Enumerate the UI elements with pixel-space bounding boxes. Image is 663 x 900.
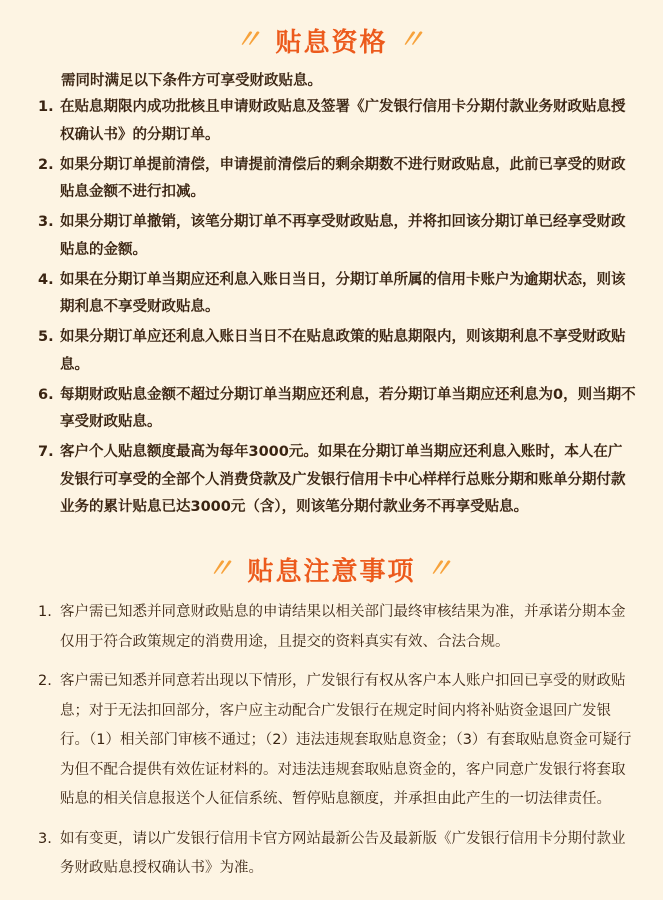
list-item — [38, 382, 636, 437]
list-item — [38, 825, 636, 884]
list-item-text: 如有变更，请以广发银行信用卡官方网站最新公告及最新版《广发银行信用卡分期付款业务财政贴息授权确认书》为准。 — [60, 830, 626, 876]
section-title-text: 贴息注意事项 — [247, 556, 416, 587]
list-item — [38, 324, 636, 379]
list-item-text: 客户需已知悉并同意财政贴息的申请结果以相关部门最终审核结果为准，并承诺分期本金仅用于符合政策规定的消费用途，且提交的资料真实有效、合法合规。 — [60, 604, 626, 650]
list-item-number: 3. — [38, 214, 54, 230]
list-item-text: 客户需已知悉并同意若出现以下情形，广发银行有权从客户本人账户扣回已享受的财政贴息；对于无法扣回部分，客户应主动配合广发银行在规定时间内将补贴资金退回广发银行。（1）相关部门审核不通过；（2）违法违规套取贴息资金；（3）有套取贴息资金可疑行为但不配合提供有效佐证材料的。对违法违规套取贴息资金的，客户同意广发银行将套取贴息的相关信息报送个人征信系统、暂停贴息额度，并承担由此产生的一切法律责任。 — [60, 673, 632, 807]
list-item — [38, 267, 636, 322]
list-item-text: 如果在分期订单当期应还利息入账日当日，分期订单所属的信用卡账户为逾期状态，则该期利息不享受财政贴息。 — [60, 271, 626, 315]
eligibility-list — [38, 94, 636, 524]
list-item-number: 2. — [38, 673, 52, 689]
list-item — [38, 152, 636, 207]
list-item-number: 6. — [38, 386, 54, 403]
section-title-text: 贴息资格 — [275, 27, 388, 58]
list-item-text: 每期财政贴息金额不超过分期订单当期应还利息，若分期订单当期应还利息为0，则当期不享受财政贴息。 — [60, 386, 636, 430]
list-item-number: 5. — [38, 329, 54, 345]
left-decor-icon: 〃 — [204, 554, 241, 584]
list-item-number: 1. — [38, 604, 52, 620]
right-decor-icon: 〃 — [394, 25, 431, 55]
list-item-number: 1. — [38, 99, 54, 115]
notes-list — [38, 598, 636, 894]
list-item-number: 4. — [38, 271, 54, 288]
section-title-notes — [0, 551, 663, 587]
eligibility-intro: 需同时满足以下条件方可享受财政贴息。 — [61, 73, 322, 89]
list-item-number: 2. — [38, 156, 54, 173]
list-item — [38, 209, 636, 264]
list-item-text: 客户个人贴息额度最高为每年3000元。如果在分期订单当期应还利息入账时，本人在广发银行可享受的全部个人消费贷款及广发银行信用卡中心样样行总账分期和账单分期付款业务的累计贴息已达3000元（含），则该笔分期付款业务不再享受贴息。 — [60, 444, 626, 515]
list-item-number: 3. — [38, 830, 52, 847]
list-item — [38, 439, 636, 522]
list-item — [38, 598, 636, 657]
list-item — [38, 94, 636, 149]
right-decor-icon: 〃 — [422, 554, 459, 584]
list-item-text: 如果分期订单应还利息入账日当日不在贴息政策的贴息期限内，则该期利息不享受财政贴息。 — [60, 329, 626, 373]
left-decor-icon: 〃 — [232, 25, 269, 55]
list-item-number: 7. — [38, 444, 54, 460]
list-item-text: 如果分期订单撤销，该笔分期订单不再享受财政贴息，并将扣回该分期订单已经享受财政贴息的金额。 — [60, 214, 626, 258]
list-item-text: 在贴息期限内成功批核且申请财政贴息及签署《广发银行信用卡分期付款业务财政贴息授权确认书》的分期订单。 — [60, 99, 626, 143]
section-title-eligibility — [0, 22, 663, 58]
list-item-text: 如果分期订单提前清偿，申请提前清偿后的剩余期数不进行财政贴息，此前已享受的财政贴息金额不进行扣减。 — [60, 156, 626, 200]
list-item — [38, 667, 636, 815]
